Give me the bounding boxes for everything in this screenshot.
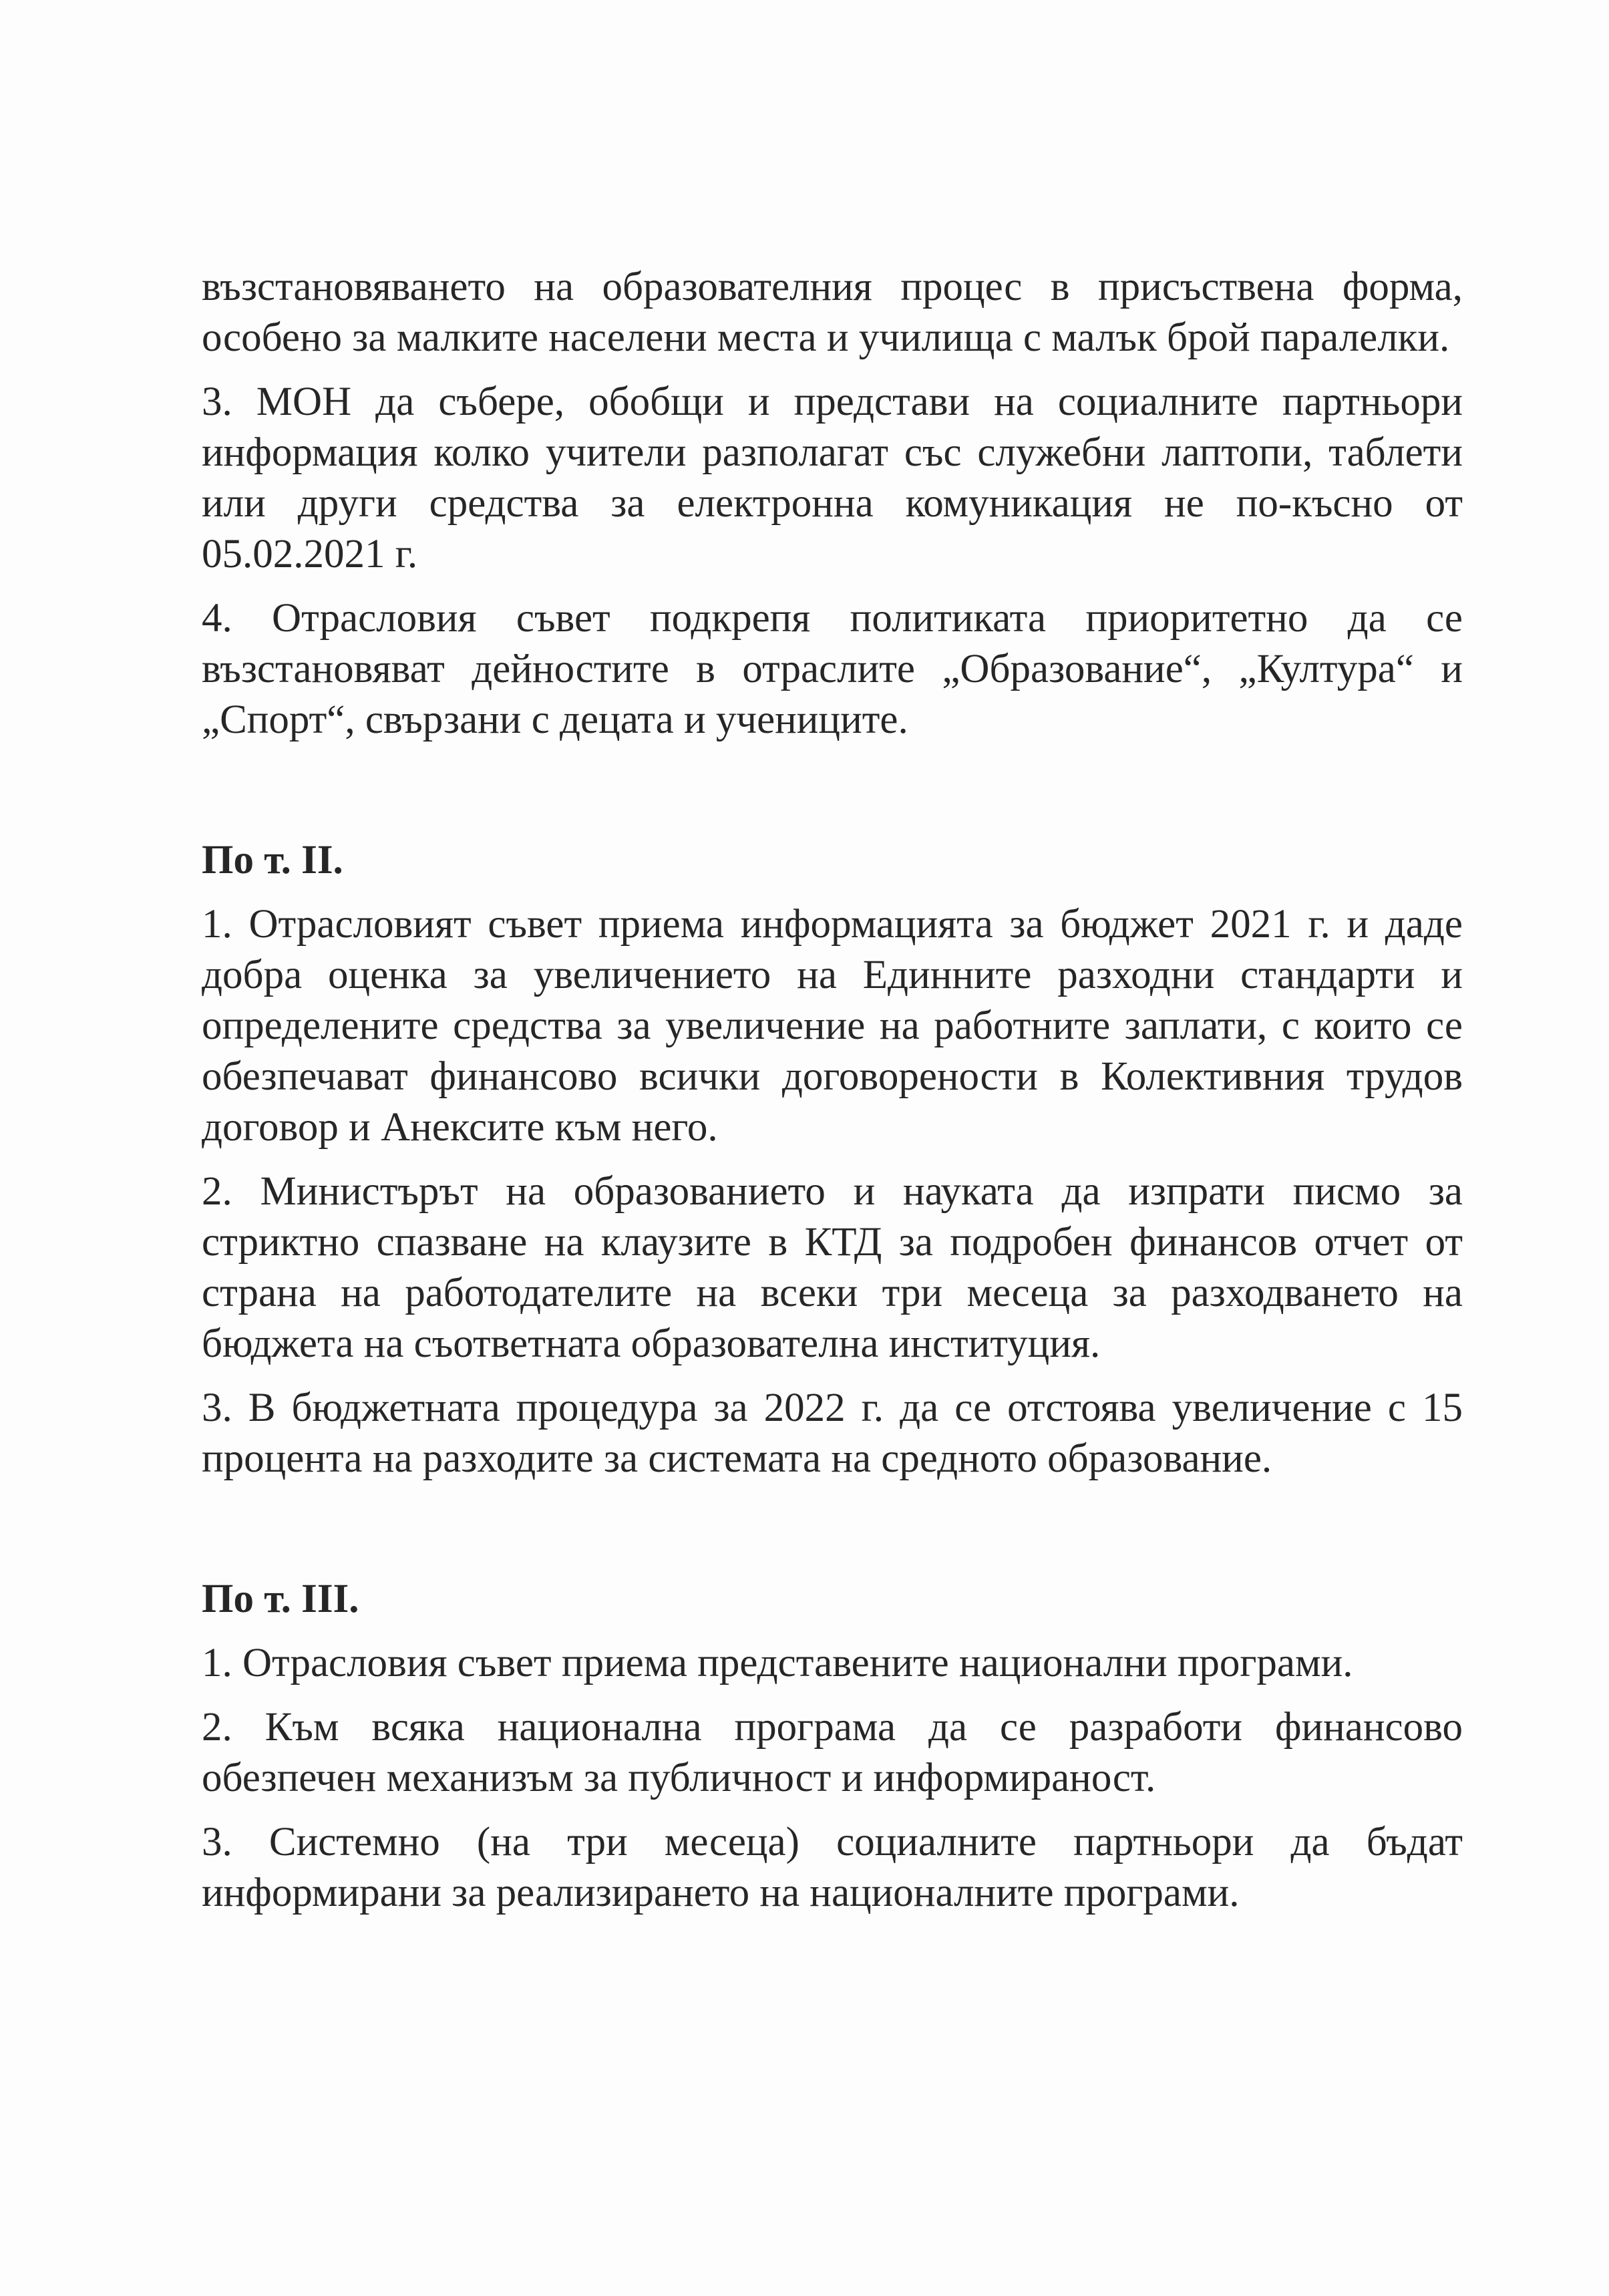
section-spacer <box>202 1484 1463 1574</box>
intro-item-3: 3. МОН да събере, обобщи и представи на социалните партньори информация колко учители разполагат със служебни лаптопи, таблети или други средства за електронна комуникация не по-късно от 05.02.2021 г. <box>202 379 1463 577</box>
section-3-heading: По т. III. <box>202 1577 359 1621</box>
intro-item-4: 4. Отрасловия съвет подкрепя политиката приоритетно да се възстановяват дейностите в отраслите „Образование“, „Култура“ и „Спорт“, свързани с децата и учениците. <box>202 596 1463 742</box>
section-3-item-2: 2. Към всяка национална програма да се разработи финансово обезпечен механизъм за публичност и информираност. <box>202 1705 1463 1800</box>
section-spacer <box>202 746 1463 835</box>
intro-continuation-paragraph: възстановяването на образователния процес в присъствена форма, особено за малките населени места и училища с малък брой паралелки. <box>202 265 1463 360</box>
document-body <box>202 262 1463 1932</box>
section-2-heading: По т. II. <box>202 838 343 882</box>
section-3-item-3: 3. Системно (на три месеца) социалните партньори да бъдат информирани за реализирането на националните програми. <box>202 1820 1463 1915</box>
section-2-item-2: 2. Министърът на образованието и науката да изпрати писмо за стриктно спазване на клаузите в КТД за подробен финансов отчет от страна на работодателите на всеки три месеца за разходването на бюджета на съответната образователна институция. <box>202 1169 1463 1366</box>
section-3-item-1: 1. Отрасловия съвет приема представените национални програми. <box>202 1641 1353 1685</box>
section-2-item-3: 3. В бюджетната процедура за 2022 г. да се отстоява увеличение с 15 процента на разходите за системата на средното образование. <box>202 1385 1463 1481</box>
section-2-item-1: 1. Отрасловият съвет приема информацията за бюджет 2021 г. и даде добра оценка за увеличението на Единните разходни стандарти и определените средства за увеличение на работните заплати, с които се обезпечават финансово всички договорености в Колективния трудов договор и Анексите към него. <box>202 902 1463 1150</box>
